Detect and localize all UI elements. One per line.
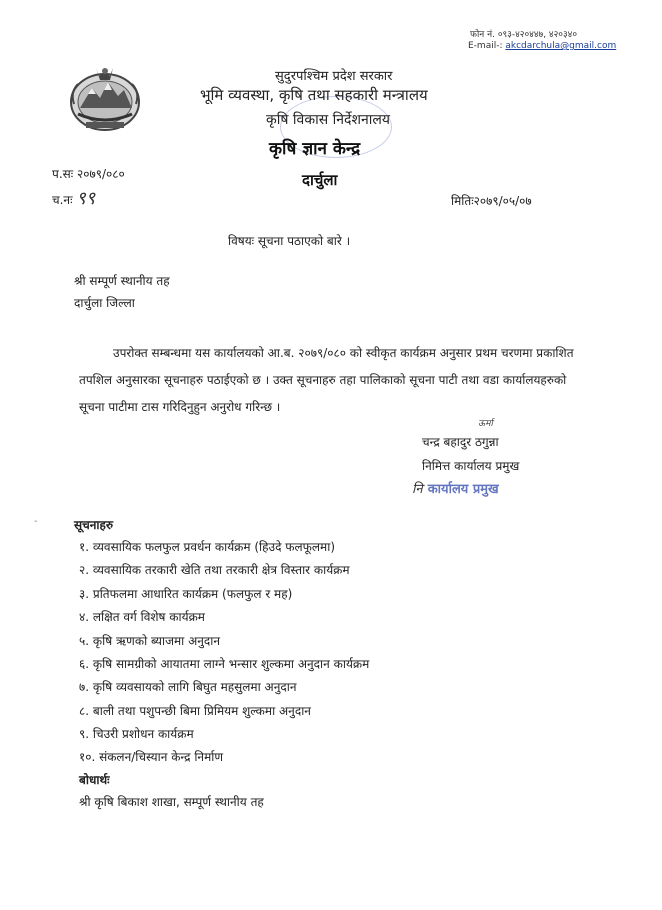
notice-item: ३. प्रतिफलमा आधारित कार्यक्रम (फलफुल र मह) (79, 587, 293, 601)
signature-stamp (412, 478, 499, 497)
email-link[interactable]: akcdarchula@gmail.com (505, 41, 617, 51)
cc-recipient: श्री कृषि बिकाश शाखा, सम्पूर्ण स्थानीय तह (79, 795, 264, 809)
notice-item: १. व्यवसायिक फलफुल प्रवर्धन कार्यक्रम (हिउदे फलफूलमा) (79, 540, 336, 554)
signatory-title: निमित्त कार्यालय प्रमुख (422, 459, 520, 473)
signature-initial: ऊर्मा (478, 419, 493, 429)
letter-subject: विषयः सूचना पठाएको बारे । (228, 234, 351, 248)
email-label: E-mail-: (468, 41, 503, 51)
letter-date: मितिः२०७९/०५/०७ (451, 194, 532, 208)
letterhead-line2: भूमि व्यवस्था, कृषि तथा सहकारी मन्त्रालय (200, 86, 428, 104)
recipient-line2: दार्चुला जिल्ला (74, 296, 135, 310)
notice-item: ५. कृषि ऋणको ब्याजमा अनुदान (79, 634, 221, 648)
chalani-number (52, 186, 95, 210)
notice-item: ९. चिउरी प्रशोधन कार्यक्रम (79, 727, 194, 741)
notice-item: २. व्यवसायिक तरकारी खेति तथा तरकारी क्षेत्र विस्तार कार्यक्रम (79, 563, 350, 577)
signatory-name: चन्द्र बहादुर ठगुन्ना (422, 435, 499, 449)
notice-item: १०. संकलन/चिस्यान केन्द्र निर्माण (79, 750, 224, 764)
email-line (468, 41, 616, 51)
notice-item: ४. लक्षित वर्ग विशेष कार्यक्रम (79, 610, 205, 624)
government-emblem-icon (66, 62, 144, 136)
recipient-line1: श्री सम्पूर्ण स्थानीय तह (74, 274, 170, 288)
signature-stamp-text: कार्यालय प्रमुख (427, 482, 499, 497)
patra-sankhya (52, 165, 125, 182)
notice-item: ६. कृषि सामग्रीको आयातमा लाग्ने भन्सार शुल्कमा अनुदान कार्यक्रम (79, 657, 370, 671)
letterhead-line3: कृषि विकास निर्देशनालय (266, 112, 390, 128)
notices-title: सूचनाहरु (74, 518, 114, 532)
letterhead-office-name: कृषि ज्ञान केन्द्र (269, 139, 361, 159)
signature-stamp-prefix: नि (412, 482, 423, 497)
patra-value: २०७९/०८० (77, 167, 125, 181)
phone-number: फोन नं. ०९३-४२०४४७, ४२०३४० (470, 30, 578, 40)
letter-body-paragraph: उपरोक्त सम्बन्धमा यस कार्यालयको आ.ब. २०७९/०८० को स्वीकृत कार्यक्रम अनुसार प्रथम चरणमा प्रकाशित तपशिल अनुसारका सूचनाहरु पठाईएको छ । उक्त सूचनाहरु तहा पालिकाको सूचना पाटी तथा वडा कार्यालयहरुको सूचना पाटीमा टास गरिदिनुहुन अनुरोध गरिन्छ । (79, 346, 574, 414)
patra-label: प.सः (52, 167, 74, 181)
letterhead-district: दार्चुला (302, 171, 338, 189)
cc-title: बोधार्थः (79, 773, 110, 787)
margin-mark: - (34, 516, 38, 527)
chalani-label: च.नः (52, 193, 73, 207)
notice-item: ७. कृषि व्यवसायको लागि बिघुत महसुलमा अनुदान (79, 680, 297, 694)
letterhead-line1: सुदुरपश्चिम प्रदेश सरकार (275, 69, 393, 84)
notice-item: ८. बाली तथा पशुपन्छी बिमा प्रिमियम शुल्कमा अनुदान (79, 704, 311, 718)
chalani-handwritten-value: ९९ (76, 188, 96, 209)
